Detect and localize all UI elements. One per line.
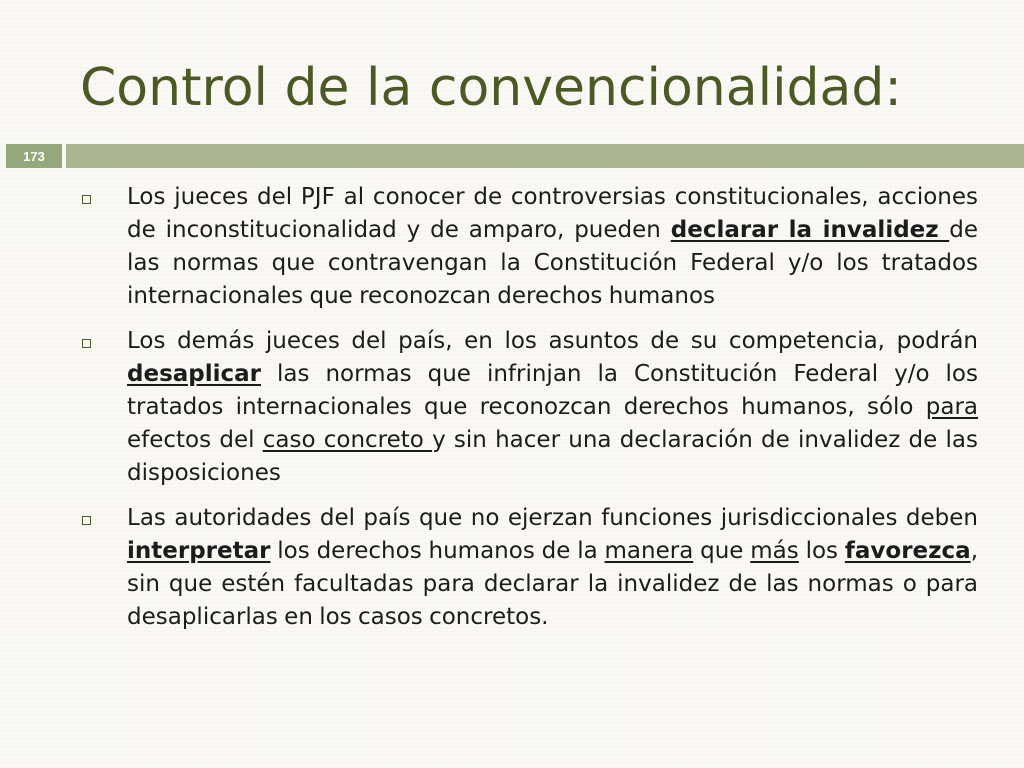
emphasis-desaplicar: desaplicar <box>127 361 262 387</box>
bullet-item <box>78 502 978 634</box>
title-divider-bar <box>66 144 1024 168</box>
bullet-text-segment: de las normas que contravengan la Constitución Federal y/o los tratados internacionales que reconozcan derechos humanos <box>127 217 978 309</box>
bullet-text-segment: Los jueces del PJF al conocer de controversias constitucionales, acciones de inconstitucionalidad y de amparo, pueden <box>127 184 978 243</box>
bullet-text-segment: los derechos humanos de la <box>270 538 605 564</box>
bullet-text-segment: las normas que infrinjan la Constitución Federal y/o los tratados internacionales que reconozcan derechos humanos, sólo <box>127 361 978 420</box>
square-bullet-icon <box>82 339 91 348</box>
emphasis-para: para <box>925 394 978 420</box>
bullet-text-segment: los <box>798 538 845 564</box>
bullet-list <box>78 181 978 646</box>
bullet-item <box>78 325 978 490</box>
bullet-text-segment: que <box>693 538 751 564</box>
bullet-text-segment: , sin que estén facultadas para declarar la invalidez de las normas o para desaplicarlas en los casos concretos. <box>127 538 978 630</box>
emphasis-interpretar: interpretar <box>127 538 271 564</box>
bullet-text-segment: Los demás jueces del país, en los asuntos de su competencia, podrán <box>127 328 978 354</box>
emphasis-favorezca: favorezca <box>844 538 971 564</box>
emphasis-declarar-la-invalidez: declarar la invalidez <box>670 217 950 243</box>
slide-number: 173 <box>6 144 62 168</box>
bullet-text <box>127 181 978 313</box>
bullet-text-segment: y sin hacer una declaración de invalidez de las disposiciones <box>127 427 978 486</box>
square-bullet-icon <box>82 516 91 525</box>
bullet-text-segment: efectos del <box>127 427 263 453</box>
bullet-text <box>127 325 978 490</box>
slide-title: Control de la convencionalidad: <box>80 58 902 118</box>
square-bullet-icon <box>82 195 91 204</box>
bullet-item <box>78 181 978 313</box>
emphasis-mas: más <box>750 538 799 564</box>
bullet-text <box>127 502 978 634</box>
emphasis-manera: manera <box>604 538 694 564</box>
bullet-text-segment: Las autoridades del país que no ejerzan funciones jurisdiccionales deben <box>127 505 978 531</box>
emphasis-caso-concreto: caso concreto <box>262 427 433 453</box>
